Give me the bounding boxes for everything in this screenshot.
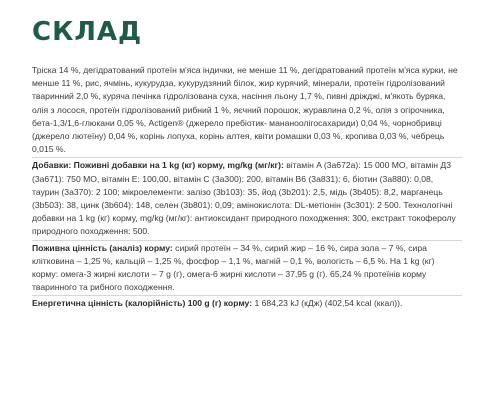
divider	[32, 157, 462, 158]
energy-text: 1 684,23 kJ (кДж) (402,54 kcal (ккал)).	[252, 298, 403, 309]
divider	[32, 240, 462, 241]
divider	[32, 295, 462, 296]
ingredients-text: Тріска 14 %, дегідратований протеїн м'яса індички, не менше 11 %, дегідратований протеїн м'яса курки, не менше 11 %, рис, ячмінь, кукурудза, кукурудзяний білок, жир курячий, мінерали, протеїн гідролізований тваринний 2,0 %, куряча печінка гідролізована суха, насіння льону 1,7 %, пивні дріжджі, м'якоть буряка, олія з лосося, протеїн гідролізований рибний 1 %, яєчний порошок, журавлина 0,2 %, олія з огірочника, бета-1,3/1,6-глюкани 0,05 %, Actigen® (джерело пребіотик- мананоолігосахариди) 0,04 %, чорнобривці (джерело лютеїну) 0,04 %, корінь лопуха, корінь алтея, квіти ромашки 0,03 %, кропива 0,03 %, чебрець 0,015 %.	[32, 65, 458, 155]
additives-label: Добавки: Поживні добавки на 1 kg (кг) корму, mg/kg (мг/кг):	[32, 160, 284, 171]
nutrition-label: Поживна цінність (аналіз) корму:	[32, 242, 173, 253]
additives-text: вітамін A (3a672a): 15 000 MO, вітамін Д3 (3a671): 750 MO, вітамін E: 100,00, вітамін C (3a300): 200, вітамін B6 (3a831): 6, біотин (3a880): 0,08, таурин (3a370): 2 100; мікроелементи: залізо (3b103): 35, йод (3b201): 2,5, мідь (3b405): 8,2, марганець (3b503): 38, цинк (3b604): 148, селен (3b801): 0,09; амінокислота: DL-метіонін (3c301): 2 500. Технологічні добавки на 1 kg (кг) корму, mg/kg (мг/кг): антиоксидант природного походження: 300, екстракт токоферолу природного походження: 500.	[32, 160, 456, 237]
nutrition-section	[32, 242, 462, 295]
additives-section	[32, 159, 462, 238]
energy-label: Енергетична цінність (калорійність) 100 g (г) корму:	[32, 298, 253, 309]
nutrition-text: сирий протеїн – 34 %, сирий жир – 16 %, сира зола – 7 %, сира клітковина – 1,25 %, кальцій – 1,25 %, фосфор – 1,1 %, магній – 0,1 %, вологість – 6,5 %. На 1 kg (кг) корму: омега-3 жирні кислоти – 7 g (г), омега-6 жирні кислоти – 37,95 g (г). 65,24 % протеїнів корму тваринного та рибного походження.	[32, 242, 435, 293]
energy-section	[32, 297, 462, 310]
page-title: СКЛАД	[32, 17, 143, 47]
